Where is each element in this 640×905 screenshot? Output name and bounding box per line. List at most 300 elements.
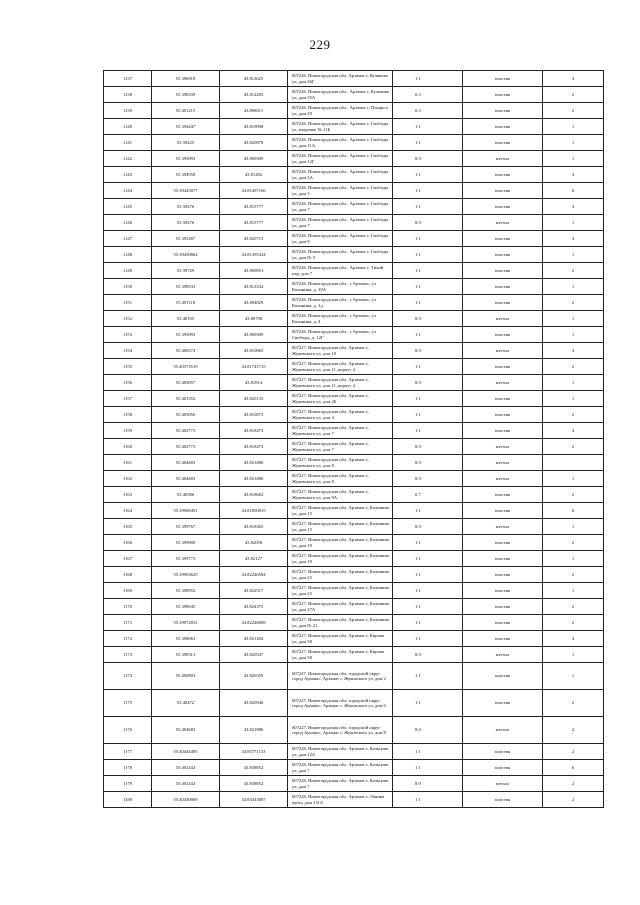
- cell-material: металл: [463, 151, 543, 167]
- cell-capacity: 1.1: [393, 247, 463, 263]
- cell-latitude: 55.398313: [152, 647, 220, 663]
- cell-quantity: 3: [543, 167, 604, 183]
- cell-quantity: 1: [543, 119, 604, 135]
- cell-material: металл: [463, 776, 543, 792]
- cell-latitude: 55.398533: [152, 279, 220, 295]
- cell-latitude: 55.398063: [152, 631, 220, 647]
- table-row: [104, 87, 604, 103]
- page-number: 229: [309, 37, 331, 52]
- cell-capacity: 8.0: [393, 519, 463, 535]
- cell-address: 607226, Нижегородская обл., Арзамас г, Плациса ул, дом 29: [288, 103, 393, 119]
- cell-material: металл: [463, 471, 543, 487]
- cell-latitude: 55.406574: [152, 343, 220, 359]
- cell-material: пластик: [463, 327, 543, 343]
- cell-capacity: 8.0: [393, 717, 463, 744]
- cell-quantity: 2: [543, 263, 604, 279]
- cell-longitude: 43.813625: [220, 71, 288, 87]
- cell-capacity: 8.0: [393, 776, 463, 792]
- cell-material: пластик: [463, 135, 543, 151]
- table-row: [104, 215, 604, 231]
- cell-address: 607226, Нижегородская обл., Арзамас г, Свободы ул, дом 3А: [288, 167, 393, 183]
- cell-quantity: 2: [543, 487, 604, 503]
- cell-material: металл: [463, 375, 543, 391]
- cell-longitude: 43.810873: [220, 407, 288, 423]
- cell-number: 1147: [104, 231, 152, 247]
- cell-address: 607226, Нижегородская обл., Арзамас г, Свободы ул, дом 7: [288, 215, 393, 231]
- cell-quantity: 2: [543, 776, 604, 792]
- cell-longitude: 43.804829: [220, 295, 288, 311]
- cell-number: 1156: [104, 375, 152, 391]
- cell-material: пластик: [463, 359, 543, 375]
- table-row: [104, 135, 604, 151]
- cell-number: 1176: [104, 717, 152, 744]
- cell-material: металл: [463, 343, 543, 359]
- cell-number: 1165: [104, 519, 152, 535]
- cell-capacity: 1.1: [393, 279, 463, 295]
- cell-capacity: 0.3: [393, 87, 463, 103]
- cell-quantity: 6: [543, 760, 604, 776]
- cell-number: 1157: [104, 391, 152, 407]
- table-row: [104, 167, 604, 183]
- cell-capacity: 1.1: [393, 503, 463, 519]
- cell-longitude: 43.810065: [220, 343, 288, 359]
- cell-address: 607227, Нижегородская обл, Арзамас г, Жуковского ул, дом 7: [288, 439, 393, 455]
- table-body: [104, 71, 604, 808]
- cell-address: 607226, Нижегородская обл., Арзамас г, Тихий пер, дом 7: [288, 263, 393, 279]
- cell-latitude: 55.393993: [152, 327, 220, 343]
- cell-longitude: 43.820713: [220, 231, 288, 247]
- cell-longitude: 43.818473: [220, 423, 288, 439]
- cell-longitude: 43.81741715: [220, 359, 288, 375]
- cell-number: 1155: [104, 359, 152, 375]
- cell-address: 607226, Нижегородская обл., г Арзамас, ул Калинина, д. 10А: [288, 279, 393, 295]
- cell-number: 1175: [104, 690, 152, 717]
- table-row: [104, 71, 604, 87]
- cell-address: 607226, Нижегородская обл., Арзамас г, Свободы ул, дом № 5: [288, 247, 393, 263]
- cell-longitude: 43.820946: [220, 690, 288, 717]
- cell-quantity: 4: [543, 631, 604, 647]
- cell-quantity: 1: [543, 279, 604, 295]
- cell-quantity: 1: [543, 247, 604, 263]
- cell-latitude: 55.394958: [152, 167, 220, 183]
- cell-number: 1172: [104, 631, 152, 647]
- cell-quantity: 2: [543, 359, 604, 375]
- cell-number: 1151: [104, 295, 152, 311]
- cell-address: 607227, Нижегородская обл, Арзамас г, Жуковского ул, дом 2Б: [288, 391, 393, 407]
- cell-quantity: 1: [543, 311, 604, 327]
- cell-capacity: 1.1: [393, 119, 463, 135]
- cell-capacity: 1.1: [393, 231, 463, 247]
- cell-material: пластик: [463, 183, 543, 199]
- cell-address: 607228, Нижегородская обл, Арзамас г, Ленина пр-кт, дом 131А: [288, 792, 393, 808]
- cell-longitude: 43.82248688: [220, 615, 288, 631]
- table-row: [104, 551, 604, 567]
- cell-material: пластик: [463, 567, 543, 583]
- table-row: [104, 663, 604, 690]
- cell-quantity: 1: [543, 519, 604, 535]
- cell-material: пластик: [463, 760, 543, 776]
- cell-number: 1174: [104, 663, 152, 690]
- cell-longitude: 43.80798: [220, 311, 288, 327]
- cell-number: 1179: [104, 776, 152, 792]
- cell-latitude: 55.39968491: [152, 503, 220, 519]
- cell-quantity: 2: [543, 535, 604, 551]
- cell-number: 1163: [104, 487, 152, 503]
- cell-quantity: 2: [543, 567, 604, 583]
- cell-quantity: 2: [543, 87, 604, 103]
- cell-number: 1169: [104, 583, 152, 599]
- cell-latitude: 55.399767: [152, 519, 220, 535]
- cell-material: пластик: [463, 247, 543, 263]
- cell-latitude: 55.40386: [152, 487, 220, 503]
- cell-number: 1146: [104, 215, 152, 231]
- cell-address: 607227, Нижегородская обл, Арзамас г, Калинина ул, дом 27А: [288, 599, 393, 615]
- cell-capacity: 1.1: [393, 295, 463, 311]
- cell-address: 607226, Нижегородская обл., Арзамас г, Свободы ул, дом 7: [288, 199, 393, 215]
- table-row: [104, 423, 604, 439]
- cell-quantity: 4: [543, 423, 604, 439]
- cell-latitude: 55.40472: [152, 690, 220, 717]
- cell-latitude: 55.39445877: [152, 183, 220, 199]
- cell-quantity: 3: [543, 71, 604, 87]
- cell-address: 607227, Нижегородская обл, Арзамас г, Жуковского ул, дом 8: [288, 471, 393, 487]
- cell-capacity: 1.1: [393, 631, 463, 647]
- cell-longitude: 43.838852: [220, 760, 288, 776]
- cell-quantity: 3: [543, 343, 604, 359]
- cell-capacity: 1.1: [393, 423, 463, 439]
- cell-address: 607226, Нижегородская обл., Арзамас г, Куликова ул, дом 35А: [288, 87, 393, 103]
- cell-quantity: 2: [543, 744, 604, 760]
- cell-latitude: 55.403057: [152, 375, 220, 391]
- table-row: [104, 279, 604, 295]
- cell-material: пластик: [463, 279, 543, 295]
- cell-number: 1150: [104, 279, 152, 295]
- cell-material: пластик: [463, 87, 543, 103]
- cell-longitude: 43.820359: [220, 663, 288, 690]
- cell-latitude: 55.405056: [152, 407, 220, 423]
- cell-capacity: 1.1: [393, 391, 463, 407]
- cell-material: металл: [463, 455, 543, 471]
- cell-capacity: 1.1: [393, 359, 463, 375]
- cell-number: 1144: [104, 183, 152, 199]
- cell-longitude: 43.820547: [220, 647, 288, 663]
- cell-material: пластик: [463, 423, 543, 439]
- cell-address: 607226, Нижегородская обл., г Арзамас, ул Калинина, д. 1д: [288, 295, 393, 311]
- cell-latitude: 55.39972831: [152, 615, 220, 631]
- cell-material: пластик: [463, 71, 543, 87]
- cell-material: пластик: [463, 295, 543, 311]
- cell-number: 1159: [104, 423, 152, 439]
- cell-address: 607227, Нижегородская обл, городской округ город Арзамас, Арзамас г, Жуковского ул, дом 6: [288, 690, 393, 717]
- cell-longitude: 43.824375: [220, 599, 288, 615]
- cell-quantity: 2: [543, 407, 604, 423]
- table-row: [104, 717, 604, 744]
- cell-latitude: 55.404683: [152, 471, 220, 487]
- cell-quantity: 2: [543, 599, 604, 615]
- table-row: [104, 690, 604, 717]
- cell-quantity: [543, 455, 604, 471]
- cell-address: 607227, Нижегородская обл, городской округ город Арзамас, Арзамас г, Жуковского ул, дом 8: [288, 717, 393, 744]
- table-row: [104, 311, 604, 327]
- cell-capacity: 1.1: [393, 599, 463, 615]
- cell-quantity: 1: [543, 151, 604, 167]
- cell-capacity: 1.1: [393, 407, 463, 423]
- cell-capacity: 0.3: [393, 103, 463, 119]
- cell-longitude: 43.815777: [220, 215, 288, 231]
- table-row: [104, 599, 604, 615]
- table-row: [104, 343, 604, 359]
- cell-capacity: 8.0: [393, 439, 463, 455]
- cell-longitude: 43.821404: [220, 631, 288, 647]
- cell-capacity: 1.1: [393, 663, 463, 690]
- cell-capacity: 1.1: [393, 263, 463, 279]
- cell-number: 1177: [104, 744, 152, 760]
- cell-longitude: 43.815777: [220, 199, 288, 215]
- cell-latitude: 55.398952: [152, 583, 220, 599]
- cell-address: 607227, Нижегородская обл, Арзамас г, Калинина ул, дом 25: [288, 567, 393, 583]
- table-row: [104, 183, 604, 199]
- cell-quantity: 1: [543, 583, 604, 599]
- cell-number: 1162: [104, 471, 152, 487]
- table-row: [104, 535, 604, 551]
- cell-latitude: 55.39450862: [152, 247, 220, 263]
- container-sites-table: [103, 70, 604, 808]
- cell-longitude: 43.818473: [220, 439, 288, 455]
- cell-longitude: 43.820878: [220, 135, 288, 151]
- cell-latitude: 55.401352: [152, 391, 220, 407]
- cell-address: 607227, Нижегородская обл, Арзамас г, Жуковского ул, дом 7: [288, 423, 393, 439]
- cell-address: 607227, Нижегородская обл, Арзамас г, Калинина ул, дом № 21: [288, 615, 393, 631]
- cell-longitude: 43.838852: [220, 776, 288, 792]
- cell-quantity: 2: [543, 690, 604, 717]
- cell-number: 1167: [104, 551, 152, 567]
- cell-material: пластик: [463, 663, 543, 690]
- cell-material: пластик: [463, 690, 543, 717]
- cell-material: металл: [463, 215, 543, 231]
- table-row: [104, 103, 604, 119]
- cell-latitude: 55.398945: [152, 599, 220, 615]
- cell-address: 607226, Нижегородская обл., г Арзамас, ул Калинина, д. 4: [288, 311, 393, 327]
- cell-material: металл: [463, 519, 543, 535]
- cell-address: 607227, Нижегородская обл, Арзамас г, Калинина ул, дом 15: [288, 503, 393, 519]
- table-row: [104, 615, 604, 631]
- cell-longitude: 43.808611: [220, 103, 288, 119]
- cell-longitude: 43.81395324: [220, 247, 288, 263]
- cell-latitude: 55.394447: [152, 119, 220, 135]
- cell-quantity: 1: [543, 663, 604, 690]
- cell-latitude: 55.399908: [152, 535, 220, 551]
- cell-longitude: 43.818365: [220, 519, 288, 535]
- cell-number: 1137: [104, 71, 152, 87]
- cell-longitude: 43.820133: [220, 391, 288, 407]
- cell-capacity: 1.1: [393, 615, 463, 631]
- cell-latitude: 55.402432: [152, 760, 220, 776]
- cell-longitude: 43.822517: [220, 583, 288, 599]
- cell-number: 1148: [104, 247, 152, 263]
- cell-material: пластик: [463, 615, 543, 631]
- cell-latitude: 55.39729: [152, 263, 220, 279]
- table-row: [104, 744, 604, 760]
- cell-number: 1139: [104, 103, 152, 119]
- cell-number: 1143: [104, 167, 152, 183]
- cell-capacity: 1.1: [393, 71, 463, 87]
- cell-address: 607227, Нижегородская обл, Арзамас г, Жуковского ул, дом 11, корпус 2: [288, 375, 393, 391]
- table-row: [104, 760, 604, 776]
- cell-longitude: 43.809851: [220, 263, 288, 279]
- table-row: [104, 776, 604, 792]
- cell-material: металл: [463, 717, 543, 744]
- cell-longitude: 43.821886: [220, 717, 288, 744]
- cell-address: 607227, Нижегородская обл, городской округ город Арзамас, Арзамас г, Жуковского ул, дом 2: [288, 663, 393, 690]
- cell-number: 1153: [104, 327, 152, 343]
- cell-material: пластик: [463, 487, 543, 503]
- cell-address: 607227, Нижегородская обл, Арзамас г, Калинина ул, дом 25: [288, 583, 393, 599]
- table-row: [104, 631, 604, 647]
- cell-address: 607228, Нижегородская обл, Арзамас г, Кольцова ул, дом 7: [288, 776, 393, 792]
- table-row: [104, 295, 604, 311]
- cell-latitude: 55.402432: [152, 776, 220, 792]
- cell-quantity: 2: [543, 439, 604, 455]
- cell-quantity: 1: [543, 551, 604, 567]
- table-row: [104, 327, 604, 343]
- table-row: [104, 519, 604, 535]
- table-row: [104, 263, 604, 279]
- cell-number: 1140: [104, 119, 152, 135]
- cell-address: 607228, Нижегородская обл, Арзамас г, Кольцова ул, дом 7: [288, 760, 393, 776]
- cell-latitude: 55.401215: [152, 103, 220, 119]
- cell-latitude: 55.39476: [152, 215, 220, 231]
- cell-latitude: 55.39425: [152, 135, 220, 151]
- table-row: [104, 119, 604, 135]
- cell-material: пластик: [463, 103, 543, 119]
- cell-capacity: 1.1: [393, 744, 463, 760]
- cell-longitude: 43.81850815: [220, 503, 288, 519]
- cell-number: 1164: [104, 503, 152, 519]
- cell-number: 1158: [104, 407, 152, 423]
- cell-latitude: 55.402773: [152, 439, 220, 455]
- cell-number: 1178: [104, 760, 152, 776]
- table-row: [104, 391, 604, 407]
- cell-quantity: 2: [543, 792, 604, 808]
- table-row: [104, 503, 604, 519]
- cell-number: 1180: [104, 792, 152, 808]
- cell-address: 607226, Нижегородская обл., Арзамас г, Свободы ул, дом 9: [288, 231, 393, 247]
- cell-material: пластик: [463, 391, 543, 407]
- cell-number: 1149: [104, 263, 152, 279]
- cell-latitude: 55.40444495: [152, 744, 220, 760]
- cell-latitude: 55.40430069: [152, 792, 220, 808]
- cell-address: 607226, Нижегородская обл., г Арзамас, ул Свободы, д. 12Г: [288, 327, 393, 343]
- cell-material: пластик: [463, 231, 543, 247]
- table-row: [104, 231, 604, 247]
- cell-quantity: 3: [543, 199, 604, 215]
- table-row: [104, 567, 604, 583]
- cell-longitude: 43.81282: [220, 167, 288, 183]
- cell-longitude: 43.812283: [220, 87, 288, 103]
- table-row: [104, 647, 604, 663]
- cell-capacity: 8.0: [393, 343, 463, 359]
- cell-quantity: 1: [543, 327, 604, 343]
- cell-quantity: 1: [543, 135, 604, 151]
- cell-address: 607226, Нижегородская обл., Арзамас г, Свободы ул, дом 5: [288, 183, 393, 199]
- cell-quantity: 3: [543, 231, 604, 247]
- cell-address: 607227, Нижегородская обл, Арзамас г, Кирова ул, дом 58: [288, 647, 393, 663]
- table-row: [104, 407, 604, 423]
- cell-capacity: 1.1: [393, 327, 463, 343]
- cell-number: 1142: [104, 151, 152, 167]
- cell-material: металл: [463, 647, 543, 663]
- cell-longitude: 43.809309: [220, 327, 288, 343]
- cell-address: 607226, Нижегородская обл., Арзамас г, Свободы ул, дом 11А: [288, 135, 393, 151]
- cell-capacity: 8.0: [393, 151, 463, 167]
- table-row: [104, 359, 604, 375]
- cell-capacity: 8.0: [393, 215, 463, 231]
- cell-latitude: 55.396918: [152, 71, 220, 87]
- cell-longitude: 43.82246584: [220, 567, 288, 583]
- cell-number: 1171: [104, 615, 152, 631]
- cell-latitude: 55.404683: [152, 717, 220, 744]
- cell-capacity: 0.7: [393, 487, 463, 503]
- cell-number: 1166: [104, 535, 152, 551]
- cell-quantity: 1: [543, 471, 604, 487]
- cell-longitude: 43.82127: [220, 551, 288, 567]
- cell-address: 607226, Нижегородская обл, Арзамас г, Куликова ул, дом 26Г: [288, 71, 393, 87]
- cell-number: 1141: [104, 135, 152, 151]
- cell-capacity: 1.1: [393, 760, 463, 776]
- cell-longitude: 43.821886: [220, 455, 288, 471]
- cell-latitude: 55.40105: [152, 311, 220, 327]
- cell-latitude: 55.39903625: [152, 567, 220, 583]
- cell-material: пластик: [463, 119, 543, 135]
- cell-capacity: 8.0: [393, 471, 463, 487]
- cell-address: 607227, Нижегородская обл, Арзамас г, Кирова ул, дом 58: [288, 631, 393, 647]
- cell-capacity: 8.0: [393, 375, 463, 391]
- cell-address: 607226, Нижегородская обл., Арзамас г, Свободы ул, владение № 11Б: [288, 119, 393, 135]
- cell-number: 1160: [104, 439, 152, 455]
- cell-material: пластик: [463, 744, 543, 760]
- cell-material: пластик: [463, 631, 543, 647]
- cell-longitude: 43.813334: [220, 279, 288, 295]
- cell-material: пластик: [463, 599, 543, 615]
- cell-latitude: 55.39476: [152, 199, 220, 215]
- cell-number: 1145: [104, 199, 152, 215]
- cell-material: пластик: [463, 503, 543, 519]
- cell-longitude: 43.83771133: [220, 744, 288, 760]
- cell-address: 607227, Нижегородская обл, Арзамас г, Калинина ул, дом 15: [288, 519, 393, 535]
- cell-material: пластик: [463, 199, 543, 215]
- cell-quantity: 1: [543, 647, 604, 663]
- cell-material: металл: [463, 439, 543, 455]
- cell-quantity: 1: [543, 375, 604, 391]
- cell-quantity: 6: [543, 183, 604, 199]
- cell-material: пластик: [463, 167, 543, 183]
- table-row: [104, 455, 604, 471]
- cell-capacity: 1.1: [393, 792, 463, 808]
- cell-address: 607227, Нижегородская обл, Арзамас г, Калинина ул, дом 19: [288, 535, 393, 551]
- cell-capacity: 8.0: [393, 311, 463, 327]
- cell-number: 1152: [104, 311, 152, 327]
- cell-address: 607228, Нижегородская обл, Арзамас г, Кольцова ул, дом 12А: [288, 744, 393, 760]
- table-row: [104, 487, 604, 503]
- cell-number: 1138: [104, 87, 152, 103]
- cell-address: 607227, Нижегородская обл, Арзамас г, Жуковского ул, дом 10: [288, 343, 393, 359]
- cell-latitude: 55.393387: [152, 231, 220, 247]
- cell-material: пластик: [463, 551, 543, 567]
- cell-address: 607227, Нижегородская обл, Арзамас г, Жуковского ул, дом 9А: [288, 487, 393, 503]
- table-row: [104, 439, 604, 455]
- cell-capacity: 8.0: [393, 455, 463, 471]
- cell-capacity: 8.0: [393, 647, 463, 663]
